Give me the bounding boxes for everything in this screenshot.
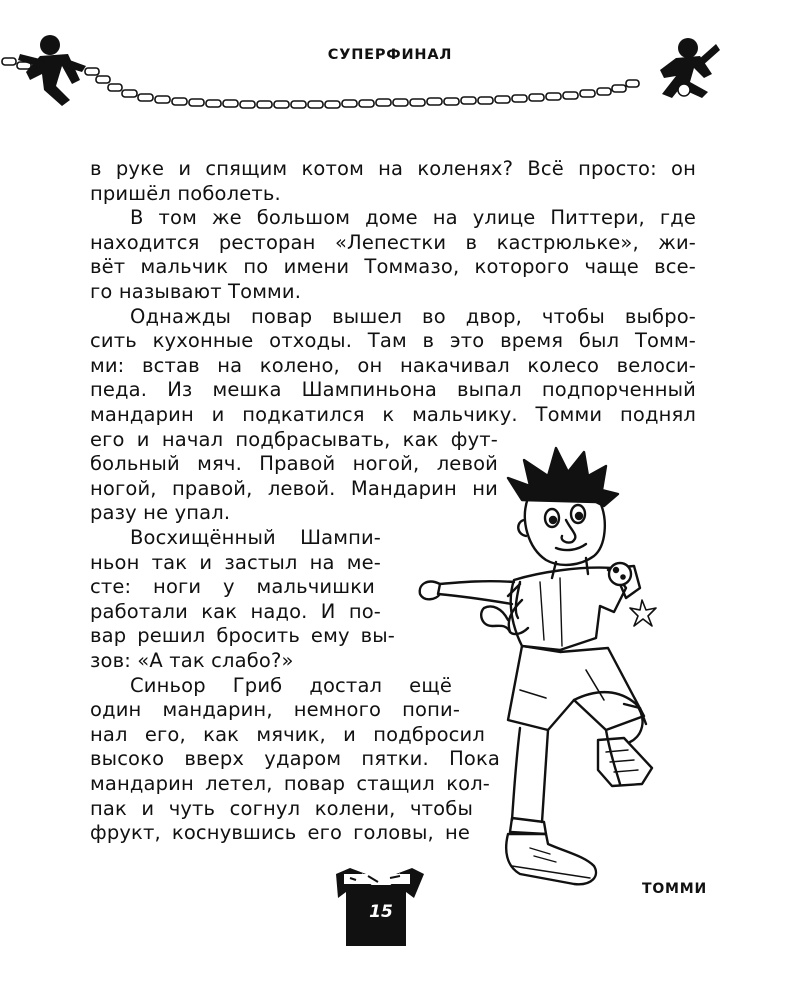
text-line: сить кухонные отходы. Там в это время был Томм- — [90, 329, 696, 353]
text-line: в руке и спящим котом на коленях? Всё просто: он — [90, 157, 696, 180]
text-line: Однажды повар вышел во двор, чтобы выбро- — [130, 304, 696, 328]
text-line: разу не упал. — [90, 501, 231, 525]
text-line: его и начал подбрасывать, как фут- — [90, 427, 498, 451]
text-line: работали как надо. И по- — [90, 599, 381, 623]
text-line: находится ресторан «Лепестки в кастрюльке», жи- — [90, 230, 696, 254]
text-line: пак и чуть согнул колени, чтобы — [90, 796, 473, 820]
text-line: сте: ноги у мальчишки — [90, 575, 375, 599]
text-line: один мандарин, немного попи- — [90, 698, 460, 722]
text-line: Восхищённый Шампи- — [130, 526, 381, 549]
text-line: Синьор Гриб достал ещё — [130, 673, 452, 697]
text-line: ногой, правой, левой. Мандарин ни — [90, 476, 498, 500]
text-line: мандарин летел, повар стащил кол- — [90, 772, 490, 795]
text-line: педа. Из мешка Шампиньона выпал подпорченный — [90, 378, 696, 402]
text-line: пришёл поболеть. — [90, 181, 281, 205]
chapter-title: СУПЕРФИНАЛ — [327, 47, 453, 63]
text-line: ми: встав на колено, он накачивал колесо велоси- — [90, 353, 696, 377]
text-line: вёт мальчик по имени Томмазо, которого чаще все- — [90, 255, 696, 279]
text-line: го называют Томми. — [90, 280, 302, 303]
text-line: больный мяч. Правой ногой, левой — [90, 452, 498, 476]
text-line: В том же большом доме на улице Питтери, где — [130, 206, 696, 230]
illustration-caption: ТОММИ — [642, 881, 708, 897]
text-line: мандарин и подкатился к мальчику. Томми поднял — [90, 403, 696, 426]
text-line: нал его, как мячик, и подбросил — [90, 722, 485, 746]
text-line: вар решил бросить ему вы- — [90, 624, 395, 648]
text-line: ньон так и застыл на ме- — [90, 550, 381, 574]
text-line: высоко вверх ударом пятки. Пока — [90, 747, 500, 771]
text-line: фрукт, коснувшись его головы, не — [90, 821, 470, 845]
page-number: 15 — [369, 902, 393, 922]
text-line: зов: «А так слабо?» — [90, 649, 294, 672]
